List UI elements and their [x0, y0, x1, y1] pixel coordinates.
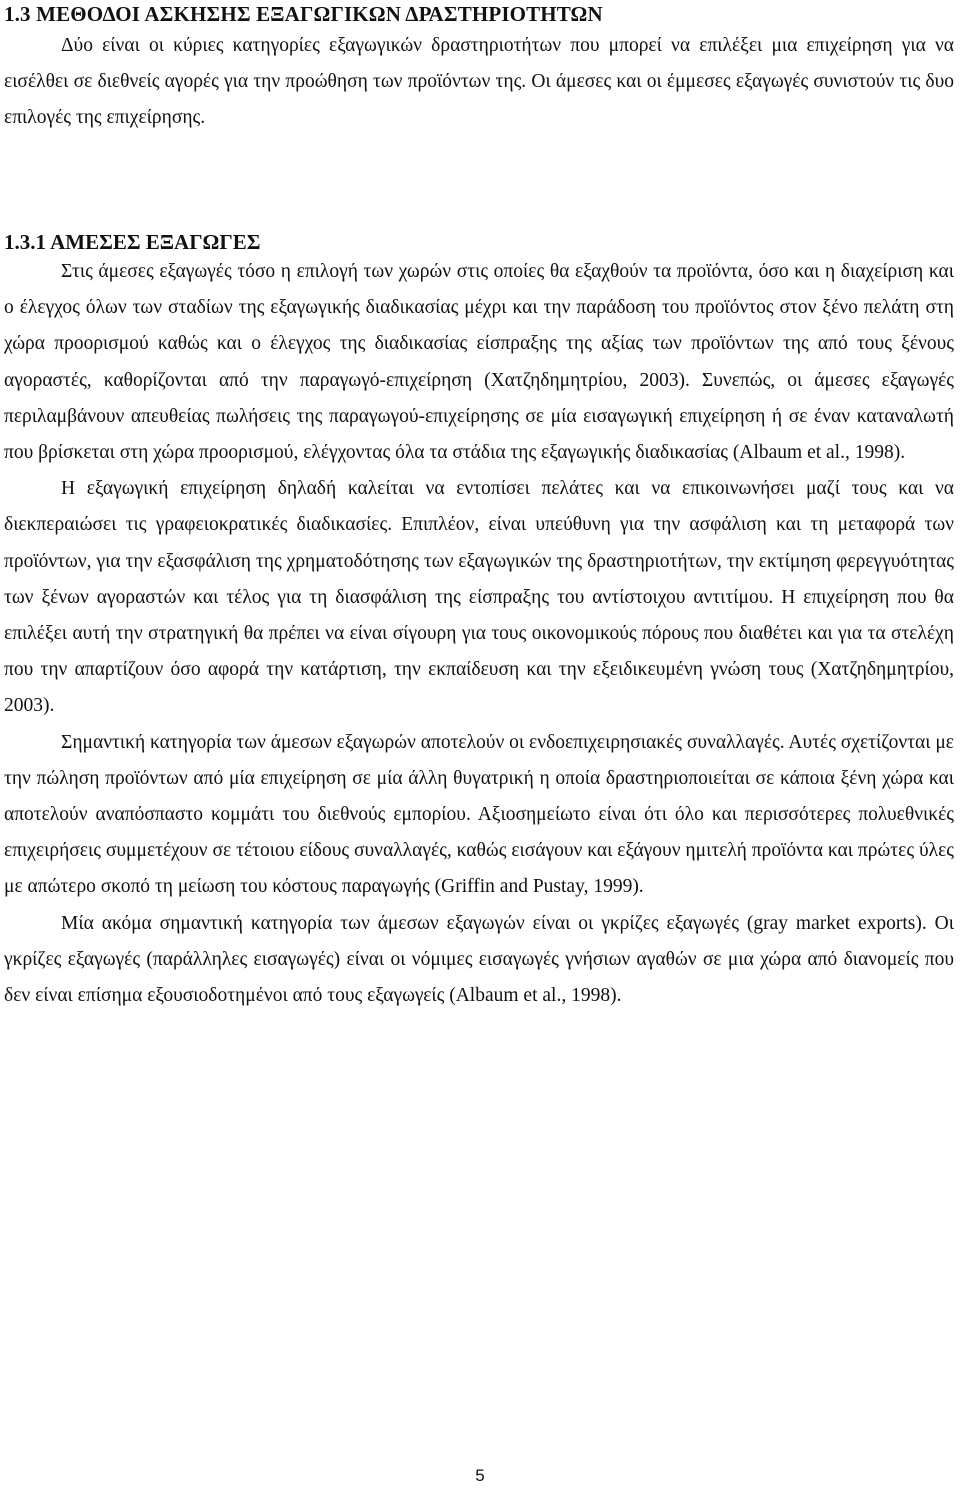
body-paragraph-3: Σημαντική κατηγορία των άμεσων εξαγωρών αποτελούν οι ενδοεπιχειρησιακές συναλλαγές. Αυτές σχετίζονται με την πώληση προϊόντων από μία επιχείρηση σε μία άλλη θυγατρική η οποία δραστηριοποιείται σε κάποια ξένη χώρα και αποτελούν αναπόσπαστο κομμάτι του διεθνούς εμπορίου. Αξιοσημείωτο είναι ότι όλο και περισσότερες πολυεθνικές επιχειρήσεις συμμετέχουν σε τέτοιου είδους συναλλαγές, καθώς εισάγουν και εξάγουν ημιτελή προϊόντα και πρώτες ύλες με απώτερο σκοπό τη μείωση του κόστους παραγωγής (Griffin and Pustay, 1999). — [4, 731, 954, 898]
intro-paragraph: Δύο είναι οι κύριες κατηγορίες εξαγωγικών δραστηριοτήτων που μπορεί να επιλέξει μια επιχείρηση για να εισέλθει σε διεθνείς αγορές για την προώθηση των προϊόντων της. Οι άμεσες και οι έμμεσες εξαγωγές συνιστούν τις δυο επιλογές της επιχείρησης. — [4, 35, 954, 129]
section-heading: 1.3 ΜΕΘΟΔΟΙ ΑΣΚΗΣΗΣ ΕΞΑΓΩΓΙΚΩΝ ΔΡΑΣΤΗΡΙΟΤΗΤΩΝ — [4, 2, 603, 26]
body-paragraph-1: Στις άμεσες εξαγωγές τόσο η επιλογή των χωρών στις οποίες θα εξαχθούν τα προϊόντα, όσο και η διαχείριση και ο έλεγχος όλων των σταδίων της εξαγωγικής διαδικασίας μέχρι και την παράδοση του προϊόντος στον ξένο πελάτη στη χώρα προορισμού καθώς και ο έλεγχος της διαδικασίας είσπραξης της αξίας των προϊόντων της από τους ξένους αγοραστές, καθορίζονται από την παραγωγό-επιχείρηση (Χατζηδημητρίου, 2003). Συνεπώς, οι άμεσες εξαγωγές περιλαμβάνουν απευθείας πωλήσεις της παραγωγού-επιχείρησης σε μία εισαγωγική επιχείρηση ή σε έναν καταναλωτή που βρίσκεται στη χώρα προορισμού, ελέγχοντας όλα τα στάδια της εξαγωγικής διαδικασίας (Albaum et al., 1998). — [4, 261, 954, 464]
body-section — [4, 254, 954, 1014]
subsection-heading: 1.3.1 ΑΜΕΣΕΣ ΕΞΑΓΩΓΕΣ — [4, 230, 261, 254]
page-number: 5 — [475, 1466, 485, 1485]
body-paragraph-2: Η εξαγωγική επιχείρηση δηλαδή καλείται να εντοπίσει πελάτες και να επικοινωνήσει μαζί τους και να διεκπεραιώσει τις γραφειοκρατικές διαδικασίες. Επιπλέον, είναι υπεύθυνη για την ασφάλιση και τη μεταφορά των προϊόντων, για την εξασφάλιση της χρηματοδότησης των εξαγωγικών της δραστηριοτήτων, την εκτίμηση φερεγγυότητας των ξένων αγοραστών και τέλος για τη διασφάλιση της είσπραξης του αντίστοιχου αντιτίμου. Η επιχείρηση που θα επιλέξει αυτή την στρατηγική θα πρέπει να είναι σίγουρη για τους οικονομικούς πόρους που διαθέτει και για τα στελέχη που την απαρτίζουν όσο αφορά την κατάρτιση, την εκπαίδευση και την εξειδικευμένη γνώση τους (Χατζηδημητρίου, 2003). — [4, 478, 954, 717]
intro-section — [4, 28, 954, 137]
body-paragraph-4: Μία ακόμα σημαντική κατηγορία των άμεσων εξαγωγών είναι οι γκρίζες εξαγωγές (gray market exports). Οι γκρίζες εξαγωγές (παράλληλες εισαγωγές) είναι οι νόμιμες εισαγωγές γνήσιων αγαθών σε μια χώρα από διανομείς που δεν είναι επίσημα εξουσιοδοτημένοι από τους εξαγωγείς (Albaum et al., 1998). — [4, 912, 954, 1007]
